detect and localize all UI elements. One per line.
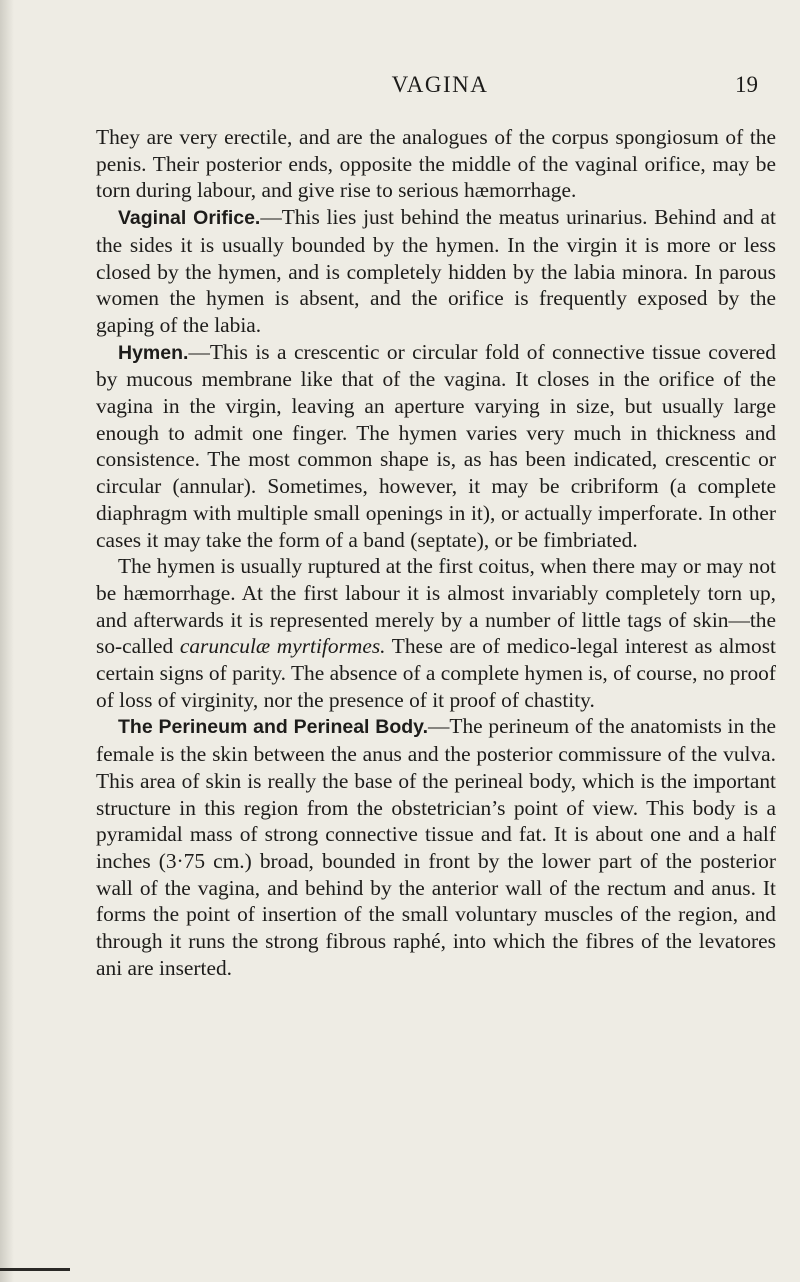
section-heading-vaginal-orifice: Vaginal Orifice. xyxy=(118,207,261,230)
paragraph-text: —This is a crescentic or circular fold of connective tissue covered by mucous membrane like that of the vagina. It closes in the orifice of the vagina in the virgin, leaving an aperture varying in size, but usually large enough to admit one finger. The hymen varies very much in thickness and consistence. The most common shape is, as has been indicated, crescentic or circular (annular). Sometimes, however, it may be cribriform (a complete diaphragm with multiple small openings in it), or actually imperforate. In other cases it may take the form of a band (septate), or be fimbriated. xyxy=(96,339,776,552)
paragraph-corpus-spongiosum xyxy=(96,124,776,204)
running-title: VAGINA xyxy=(391,72,489,97)
body-text xyxy=(96,124,776,982)
paragraph-text: These are of medico-legal interest as almost certain signs of parity. The absence of a complete hymen is, of course, no proof of loss of virginity, nor the presence of it proof of chastity. xyxy=(96,634,776,712)
section-heading-hymen: Hymen. xyxy=(118,341,189,364)
paragraph-text: —This lies just behind the meatus urinarius. Behind and at the sides it is usually bounded by the hymen. In the virgin it is more or less closed by the hymen, and is completely hidden by the labia minora. In parous women the hymen is absent, and the orifice is frequently exposed by the gaping of the labia. xyxy=(96,205,776,337)
paragraph-text: The hymen is usually ruptured at the first coitus, when there may or may not be hæmorrhage. At the first labour it is almost invariably completely torn up, and afterwards it is represented merely by a number of little tags of skin—the so-called xyxy=(96,554,776,659)
italic-term: carunculæ myrtiformes. xyxy=(179,634,386,659)
running-head xyxy=(120,72,760,102)
paragraph-text: —The perineum of the anatomists in the female is the skin between the anus and the posterior commissure of the vulva. This area of skin is really the base of the perineal body, which is the important structure in this region from the obstetrician’s point of view. This body is a pyramidal mass of strong connective tissue and fat. It is about one and a half inches (3·75 cm.) broad, bounded in front by the lower part of the posterior wall of the vagina, and behind by the anterior wall of the rectum and anus. It forms the point of insertion of the small voluntary muscles of the region, and through it runs the strong fibrous raphé, into which the fibres of the levatores ani are inserted. xyxy=(96,714,777,980)
page-corner-mark xyxy=(0,1268,70,1271)
paragraph-vaginal-orifice xyxy=(96,204,776,339)
paragraph-hymen-rupture xyxy=(96,553,776,713)
paragraph-hymen xyxy=(96,339,776,554)
section-heading-perineum: The Perineum and Perineal Body. xyxy=(118,716,428,739)
paragraph-text: They are very erectile, and are the analogues of the corpus spongiosum of the penis. Their posterior ends, opposite the middle of the vaginal orifice, may be torn during labour, and give rise to serious hæmorrhage. xyxy=(96,125,776,203)
page-number: 19 xyxy=(735,72,758,97)
paragraph-perineum xyxy=(96,713,776,981)
